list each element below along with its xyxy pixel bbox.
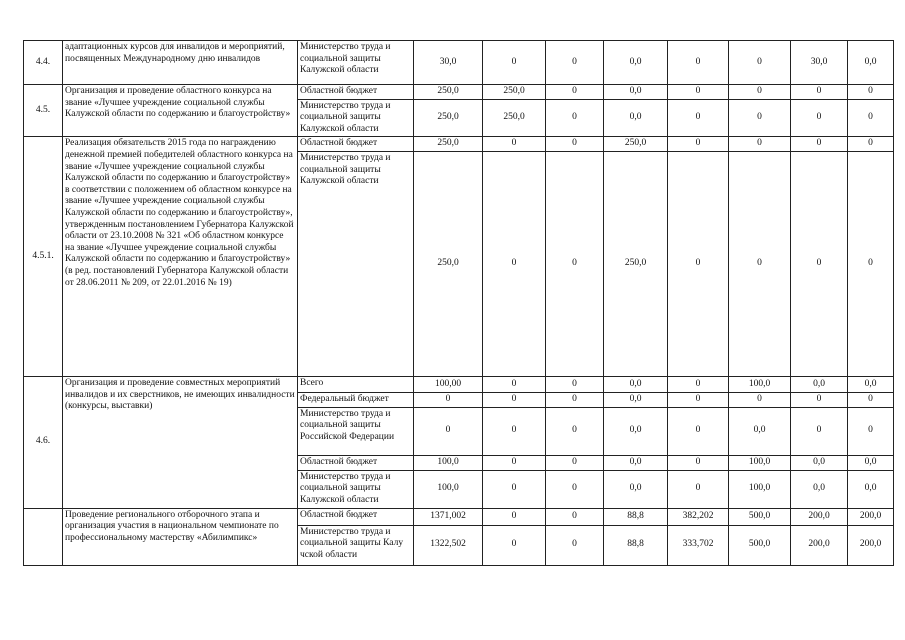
amount-cell: 0 (546, 41, 604, 85)
row-number (24, 508, 63, 565)
amount-cell: 0 (729, 151, 791, 376)
amount-cell: 200,0 (791, 525, 848, 565)
amount-cell: 0 (668, 99, 729, 137)
amount-cell: 0 (546, 85, 604, 100)
amount-cell: 0,0 (729, 407, 791, 455)
amount-cell: 0 (848, 85, 894, 100)
amount-cell: 0,0 (604, 99, 668, 137)
amount-cell: 0 (729, 137, 791, 152)
amount-cell: 100,00 (414, 376, 483, 392)
amount-cell: 0 (668, 455, 729, 470)
amount-cell: 0 (791, 137, 848, 152)
amount-cell: 0 (483, 137, 546, 152)
amount-cell: 0,0 (848, 41, 894, 85)
amount-cell: 0,0 (791, 470, 848, 508)
amount-cell: 30,0 (791, 41, 848, 85)
amount-cell: 250,0 (414, 137, 483, 152)
funding-source: Всего (298, 376, 414, 392)
funding-source: Областной бюджет (298, 508, 414, 525)
amount-cell: 0 (729, 85, 791, 100)
amount-cell: 1322,502 (414, 525, 483, 565)
amount-cell: 0 (791, 85, 848, 100)
amount-cell: 0 (668, 407, 729, 455)
amount-cell: 250,0 (414, 99, 483, 137)
amount-cell: 0 (791, 407, 848, 455)
amount-cell: 0 (546, 376, 604, 392)
amount-cell: 0 (668, 392, 729, 407)
table-row (24, 508, 894, 525)
amount-cell: 0 (483, 470, 546, 508)
amount-cell: 0,0 (604, 376, 668, 392)
amount-cell: 0,0 (791, 455, 848, 470)
funding-source: Министерство труда и социальной защиты Калужской области (298, 41, 414, 85)
amount-cell: 100,0 (729, 376, 791, 392)
amount-cell: 0,0 (604, 85, 668, 100)
row-number: 4.6. (24, 376, 63, 508)
amount-cell: 30,0 (414, 41, 483, 85)
funding-source: Федеральный бюджет (298, 392, 414, 407)
amount-cell: 382,202 (668, 508, 729, 525)
amount-cell: 500,0 (729, 525, 791, 565)
amount-cell: 0 (848, 137, 894, 152)
amount-cell: 250,0 (414, 151, 483, 376)
amount-cell: 0 (483, 41, 546, 85)
amount-cell: 500,0 (729, 508, 791, 525)
amount-cell: 0,0 (604, 41, 668, 85)
amount-cell: 0,0 (604, 407, 668, 455)
amount-cell: 0 (546, 525, 604, 565)
table-row (24, 41, 894, 85)
funding-source: Министерство труда и социальной защиты Калужской области (298, 99, 414, 137)
amount-cell: 0 (848, 392, 894, 407)
funding-source: Министерство труда и социальной защиты Калужской области (298, 151, 414, 376)
amount-cell: 0 (668, 41, 729, 85)
funding-source: Областной бюджет (298, 455, 414, 470)
activity-description: Реализация обязательств 2015 года по награждению денежной премией победителей областного конкурса на звание «Лучшее учреждение социальной службы Калужской области по содержанию и благоустройству» в соответствии с положением об областном конкурсе на звание «Лучшее учреждение социальной службы Калужской области по содержанию и благоустройству», утвержденным постановлением Губернатора Калужской области от 23.10.2008 № 321 «Об областном конкурсе на звание «Лучшее учреждение социальной службы Калужской области по содержанию и благоустройству» (в ред. постановлений Губернатора Калужской области от 28.06.2011 № 209, от 22.01.2016 № 19) (63, 137, 298, 377)
activity-description: Организация и проведение совместных мероприятий инвалидов и их сверстников, не имеющих инвалидности (конкурсы, выставки) (63, 376, 298, 508)
amount-cell: 0,0 (604, 455, 668, 470)
amount-cell: 0 (414, 392, 483, 407)
amount-cell: 0 (546, 407, 604, 455)
amount-cell: 250,0 (604, 151, 668, 376)
amount-cell: 0,0 (604, 392, 668, 407)
amount-cell: 0,0 (791, 376, 848, 392)
amount-cell: 0 (791, 392, 848, 407)
funding-source: Министерство труда и социальной защиты Российской Федерации (298, 407, 414, 455)
amount-cell: 0 (729, 99, 791, 137)
amount-cell: 88,8 (604, 508, 668, 525)
amount-cell: 333,702 (668, 525, 729, 565)
amount-cell: 0,0 (848, 376, 894, 392)
row-number: 4.4. (24, 41, 63, 85)
amount-cell: 0 (668, 137, 729, 152)
amount-cell: 0 (546, 151, 604, 376)
activity-description: Организация и проведение областного конкурса на звание «Лучшее учреждение социальной службы Калужской области по содержанию и благоустройству» (63, 85, 298, 137)
table-row (24, 85, 894, 100)
amount-cell: 200,0 (791, 508, 848, 525)
amount-cell: 0,0 (848, 455, 894, 470)
amount-cell: 0 (729, 41, 791, 85)
amount-cell: 0 (848, 151, 894, 376)
amount-cell: 100,0 (729, 455, 791, 470)
amount-cell: 0 (546, 137, 604, 152)
amount-cell: 0,0 (848, 470, 894, 508)
amount-cell: 0 (668, 470, 729, 508)
funding-source: Областной бюджет (298, 137, 414, 152)
amount-cell: 100,0 (729, 470, 791, 508)
amount-cell: 0 (483, 392, 546, 407)
table-row (24, 376, 894, 392)
amount-cell: 0,0 (604, 470, 668, 508)
amount-cell: 0 (546, 455, 604, 470)
amount-cell: 250,0 (483, 85, 546, 100)
funding-source: Министерство труда и социальной защиты Калу чской области (298, 525, 414, 565)
financing-table (23, 40, 894, 566)
amount-cell: 0 (546, 99, 604, 137)
amount-cell: 250,0 (604, 137, 668, 152)
amount-cell: 0 (414, 407, 483, 455)
amount-cell: 0 (483, 376, 546, 392)
amount-cell: 0 (483, 508, 546, 525)
activity-description: адаптационных курсов для инвалидов и мероприятий, посвященных Международному дню инвалидов (63, 41, 298, 85)
amount-cell: 200,0 (848, 508, 894, 525)
amount-cell: 0 (483, 455, 546, 470)
amount-cell: 0 (668, 376, 729, 392)
amount-cell: 0 (483, 525, 546, 565)
amount-cell: 100,0 (414, 455, 483, 470)
amount-cell: 0 (546, 392, 604, 407)
amount-cell: 0 (668, 85, 729, 100)
amount-cell: 200,0 (848, 525, 894, 565)
amount-cell: 0 (483, 151, 546, 376)
amount-cell: 1371,002 (414, 508, 483, 525)
amount-cell: 0 (848, 99, 894, 137)
funding-source: Областной бюджет (298, 85, 414, 100)
funding-source: Министерство труда и социальной защиты Калужской области (298, 470, 414, 508)
table-row (24, 137, 894, 152)
amount-cell: 0 (848, 407, 894, 455)
amount-cell: 0 (483, 407, 546, 455)
amount-cell: 88,8 (604, 525, 668, 565)
amount-cell: 0 (791, 99, 848, 137)
amount-cell: 0 (546, 508, 604, 525)
amount-cell: 0 (729, 392, 791, 407)
amount-cell: 100,0 (414, 470, 483, 508)
row-number: 4.5.1. (24, 137, 63, 377)
activity-description: Проведение регионального отборочного этапа и организация участия в национальном чемпионате по профессиональному мастерству «Абилимпикс» (63, 508, 298, 565)
amount-cell: 0 (791, 151, 848, 376)
amount-cell: 250,0 (483, 99, 546, 137)
amount-cell: 250,0 (414, 85, 483, 100)
row-number: 4.5. (24, 85, 63, 137)
amount-cell: 0 (546, 470, 604, 508)
amount-cell: 0 (668, 151, 729, 376)
